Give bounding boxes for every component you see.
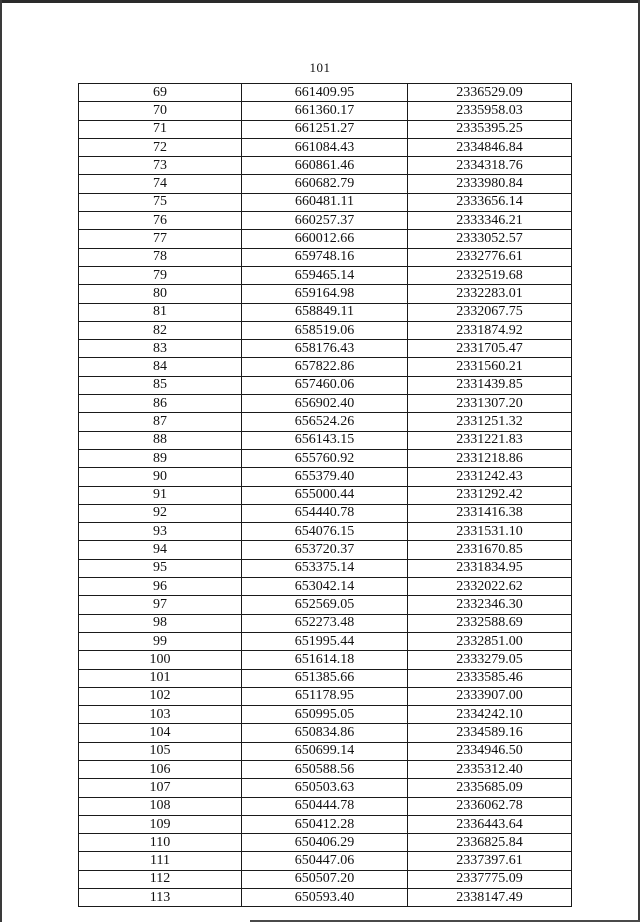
table-row xyxy=(79,687,572,705)
y-coordinate-cell: 2333656.14 xyxy=(408,193,572,211)
table-row xyxy=(79,578,572,596)
table-row xyxy=(79,889,572,907)
x-coordinate-cell: 651178.95 xyxy=(242,687,408,705)
x-coordinate-cell: 651385.66 xyxy=(242,669,408,687)
table-row xyxy=(79,760,572,778)
point-number-cell: 107 xyxy=(79,779,242,797)
x-coordinate-cell: 652569.05 xyxy=(242,596,408,614)
x-coordinate-cell: 660682.79 xyxy=(242,175,408,193)
point-number-cell: 89 xyxy=(79,449,242,467)
x-coordinate-cell: 658176.43 xyxy=(242,340,408,358)
table-row xyxy=(79,395,572,413)
x-coordinate-cell: 650444.78 xyxy=(242,797,408,815)
y-coordinate-cell: 2331218.86 xyxy=(408,449,572,467)
y-coordinate-cell: 2331221.83 xyxy=(408,431,572,449)
y-coordinate-cell: 2332346.30 xyxy=(408,596,572,614)
x-coordinate-cell: 656143.15 xyxy=(242,431,408,449)
y-coordinate-cell: 2331251.32 xyxy=(408,413,572,431)
table-row xyxy=(79,486,572,504)
table-row xyxy=(79,266,572,284)
x-coordinate-cell: 661251.27 xyxy=(242,120,408,138)
x-coordinate-cell: 650834.86 xyxy=(242,724,408,742)
point-number-cell: 81 xyxy=(79,303,242,321)
y-coordinate-cell: 2333585.46 xyxy=(408,669,572,687)
y-coordinate-cell: 2332519.68 xyxy=(408,266,572,284)
point-number-cell: 70 xyxy=(79,102,242,120)
x-coordinate-cell: 661360.17 xyxy=(242,102,408,120)
x-coordinate-cell: 654076.15 xyxy=(242,523,408,541)
point-number-cell: 96 xyxy=(79,578,242,596)
point-number-cell: 98 xyxy=(79,614,242,632)
point-number-cell: 72 xyxy=(79,138,242,156)
table-row xyxy=(79,706,572,724)
y-coordinate-cell: 2331439.85 xyxy=(408,376,572,394)
point-number-cell: 99 xyxy=(79,632,242,650)
point-number-cell: 78 xyxy=(79,248,242,266)
y-coordinate-cell: 2331874.92 xyxy=(408,321,572,339)
table-row xyxy=(79,815,572,833)
point-number-cell: 71 xyxy=(79,120,242,138)
point-number-cell: 80 xyxy=(79,285,242,303)
point-number-cell: 75 xyxy=(79,193,242,211)
coordinate-table-body xyxy=(79,84,572,907)
table-row xyxy=(79,321,572,339)
x-coordinate-cell: 659164.98 xyxy=(242,285,408,303)
point-number-cell: 85 xyxy=(79,376,242,394)
table-row xyxy=(79,212,572,230)
point-number-cell: 97 xyxy=(79,596,242,614)
y-coordinate-cell: 2332851.00 xyxy=(408,632,572,650)
y-coordinate-cell: 2331292.42 xyxy=(408,486,572,504)
table-row xyxy=(79,358,572,376)
coordinate-table xyxy=(78,83,572,907)
point-number-cell: 92 xyxy=(79,504,242,522)
table-row xyxy=(79,614,572,632)
table-row xyxy=(79,230,572,248)
x-coordinate-cell: 651995.44 xyxy=(242,632,408,650)
page-number: 101 xyxy=(309,60,331,75)
point-number-cell: 103 xyxy=(79,706,242,724)
x-coordinate-cell: 650588.56 xyxy=(242,760,408,778)
table-row xyxy=(79,138,572,156)
y-coordinate-cell: 2333279.05 xyxy=(408,651,572,669)
y-coordinate-cell: 2336443.64 xyxy=(408,815,572,833)
table-row xyxy=(79,724,572,742)
point-number-cell: 93 xyxy=(79,523,242,541)
table-row xyxy=(79,193,572,211)
point-number-cell: 83 xyxy=(79,340,242,358)
y-coordinate-cell: 2331307.20 xyxy=(408,395,572,413)
table-row xyxy=(79,834,572,852)
y-coordinate-cell: 2336529.09 xyxy=(408,84,572,102)
x-coordinate-cell: 653375.14 xyxy=(242,559,408,577)
point-number-cell: 84 xyxy=(79,358,242,376)
table-row xyxy=(79,669,572,687)
x-coordinate-cell: 660481.11 xyxy=(242,193,408,211)
y-coordinate-cell: 2331705.47 xyxy=(408,340,572,358)
x-coordinate-cell: 650593.40 xyxy=(242,889,408,907)
table-row xyxy=(79,84,572,102)
table-row xyxy=(79,632,572,650)
x-coordinate-cell: 655000.44 xyxy=(242,486,408,504)
x-coordinate-cell: 657822.86 xyxy=(242,358,408,376)
x-coordinate-cell: 658849.11 xyxy=(242,303,408,321)
y-coordinate-cell: 2336825.84 xyxy=(408,834,572,852)
point-number-cell: 113 xyxy=(79,889,242,907)
point-number-cell: 82 xyxy=(79,321,242,339)
point-number-cell: 110 xyxy=(79,834,242,852)
y-coordinate-cell: 2331531.10 xyxy=(408,523,572,541)
y-coordinate-cell: 2333346.21 xyxy=(408,212,572,230)
point-number-cell: 108 xyxy=(79,797,242,815)
point-number-cell: 73 xyxy=(79,157,242,175)
y-coordinate-cell: 2335958.03 xyxy=(408,102,572,120)
point-number-cell: 102 xyxy=(79,687,242,705)
x-coordinate-cell: 650412.28 xyxy=(242,815,408,833)
point-number-cell: 69 xyxy=(79,84,242,102)
table-row xyxy=(79,157,572,175)
x-coordinate-cell: 658519.06 xyxy=(242,321,408,339)
table-row xyxy=(79,102,572,120)
table-row xyxy=(79,413,572,431)
x-coordinate-cell: 650699.14 xyxy=(242,742,408,760)
x-coordinate-cell: 660012.66 xyxy=(242,230,408,248)
x-coordinate-cell: 661409.95 xyxy=(242,84,408,102)
y-coordinate-cell: 2334318.76 xyxy=(408,157,572,175)
y-coordinate-cell: 2332776.61 xyxy=(408,248,572,266)
x-coordinate-cell: 653042.14 xyxy=(242,578,408,596)
table-row xyxy=(79,376,572,394)
point-number-cell: 88 xyxy=(79,431,242,449)
table-row xyxy=(79,248,572,266)
x-coordinate-cell: 657460.06 xyxy=(242,376,408,394)
point-number-cell: 111 xyxy=(79,852,242,870)
scan-border-top xyxy=(0,0,640,3)
table-row xyxy=(79,120,572,138)
y-coordinate-cell: 2331834.95 xyxy=(408,559,572,577)
point-number-cell: 91 xyxy=(79,486,242,504)
y-coordinate-cell: 2338147.49 xyxy=(408,889,572,907)
x-coordinate-cell: 655760.92 xyxy=(242,449,408,467)
table-row xyxy=(79,431,572,449)
y-coordinate-cell: 2332067.75 xyxy=(408,303,572,321)
y-coordinate-cell: 2334946.50 xyxy=(408,742,572,760)
y-coordinate-cell: 2336062.78 xyxy=(408,797,572,815)
x-coordinate-cell: 656902.40 xyxy=(242,395,408,413)
y-coordinate-cell: 2334846.84 xyxy=(408,138,572,156)
point-number-cell: 77 xyxy=(79,230,242,248)
x-coordinate-cell: 650507.20 xyxy=(242,870,408,888)
point-number-cell: 106 xyxy=(79,760,242,778)
table-row xyxy=(79,285,572,303)
x-coordinate-cell: 660861.46 xyxy=(242,157,408,175)
table-row xyxy=(79,468,572,486)
table-row xyxy=(79,596,572,614)
point-number-cell: 94 xyxy=(79,541,242,559)
scan-border-left xyxy=(0,0,2,922)
y-coordinate-cell: 2331670.85 xyxy=(408,541,572,559)
y-coordinate-cell: 2334589.16 xyxy=(408,724,572,742)
x-coordinate-cell: 659465.14 xyxy=(242,266,408,284)
point-number-cell: 109 xyxy=(79,815,242,833)
y-coordinate-cell: 2331560.21 xyxy=(408,358,572,376)
x-coordinate-cell: 650447.06 xyxy=(242,852,408,870)
table-row xyxy=(79,541,572,559)
y-coordinate-cell: 2331416.38 xyxy=(408,504,572,522)
point-number-cell: 87 xyxy=(79,413,242,431)
x-coordinate-cell: 659748.16 xyxy=(242,248,408,266)
y-coordinate-cell: 2333907.00 xyxy=(408,687,572,705)
x-coordinate-cell: 661084.43 xyxy=(242,138,408,156)
table-row xyxy=(79,340,572,358)
y-coordinate-cell: 2337775.09 xyxy=(408,870,572,888)
table-row xyxy=(79,559,572,577)
y-coordinate-cell: 2332588.69 xyxy=(408,614,572,632)
y-coordinate-cell: 2337397.61 xyxy=(408,852,572,870)
y-coordinate-cell: 2332022.62 xyxy=(408,578,572,596)
y-coordinate-cell: 2335395.25 xyxy=(408,120,572,138)
y-coordinate-cell: 2335312.40 xyxy=(408,760,572,778)
x-coordinate-cell: 650503.63 xyxy=(242,779,408,797)
x-coordinate-cell: 655379.40 xyxy=(242,468,408,486)
table-row xyxy=(79,175,572,193)
x-coordinate-cell: 650406.29 xyxy=(242,834,408,852)
point-number-cell: 86 xyxy=(79,395,242,413)
x-coordinate-cell: 653720.37 xyxy=(242,541,408,559)
point-number-cell: 74 xyxy=(79,175,242,193)
table-row xyxy=(79,303,572,321)
table-row xyxy=(79,449,572,467)
point-number-cell: 76 xyxy=(79,212,242,230)
y-coordinate-cell: 2333980.84 xyxy=(408,175,572,193)
table-row xyxy=(79,870,572,888)
table-row xyxy=(79,651,572,669)
y-coordinate-cell: 2331242.43 xyxy=(408,468,572,486)
x-coordinate-cell: 652273.48 xyxy=(242,614,408,632)
point-number-cell: 104 xyxy=(79,724,242,742)
point-number-cell: 90 xyxy=(79,468,242,486)
point-number-cell: 95 xyxy=(79,559,242,577)
table-row xyxy=(79,852,572,870)
x-coordinate-cell: 651614.18 xyxy=(242,651,408,669)
table-row xyxy=(79,523,572,541)
table-row xyxy=(79,504,572,522)
table-row xyxy=(79,797,572,815)
y-coordinate-cell: 2333052.57 xyxy=(408,230,572,248)
x-coordinate-cell: 654440.78 xyxy=(242,504,408,522)
point-number-cell: 100 xyxy=(79,651,242,669)
table-row xyxy=(79,779,572,797)
point-number-cell: 79 xyxy=(79,266,242,284)
point-number-cell: 101 xyxy=(79,669,242,687)
x-coordinate-cell: 656524.26 xyxy=(242,413,408,431)
y-coordinate-cell: 2334242.10 xyxy=(408,706,572,724)
x-coordinate-cell: 660257.37 xyxy=(242,212,408,230)
point-number-cell: 112 xyxy=(79,870,242,888)
x-coordinate-cell: 650995.05 xyxy=(242,706,408,724)
table-row xyxy=(79,742,572,760)
point-number-cell: 105 xyxy=(79,742,242,760)
y-coordinate-cell: 2332283.01 xyxy=(408,285,572,303)
y-coordinate-cell: 2335685.09 xyxy=(408,779,572,797)
